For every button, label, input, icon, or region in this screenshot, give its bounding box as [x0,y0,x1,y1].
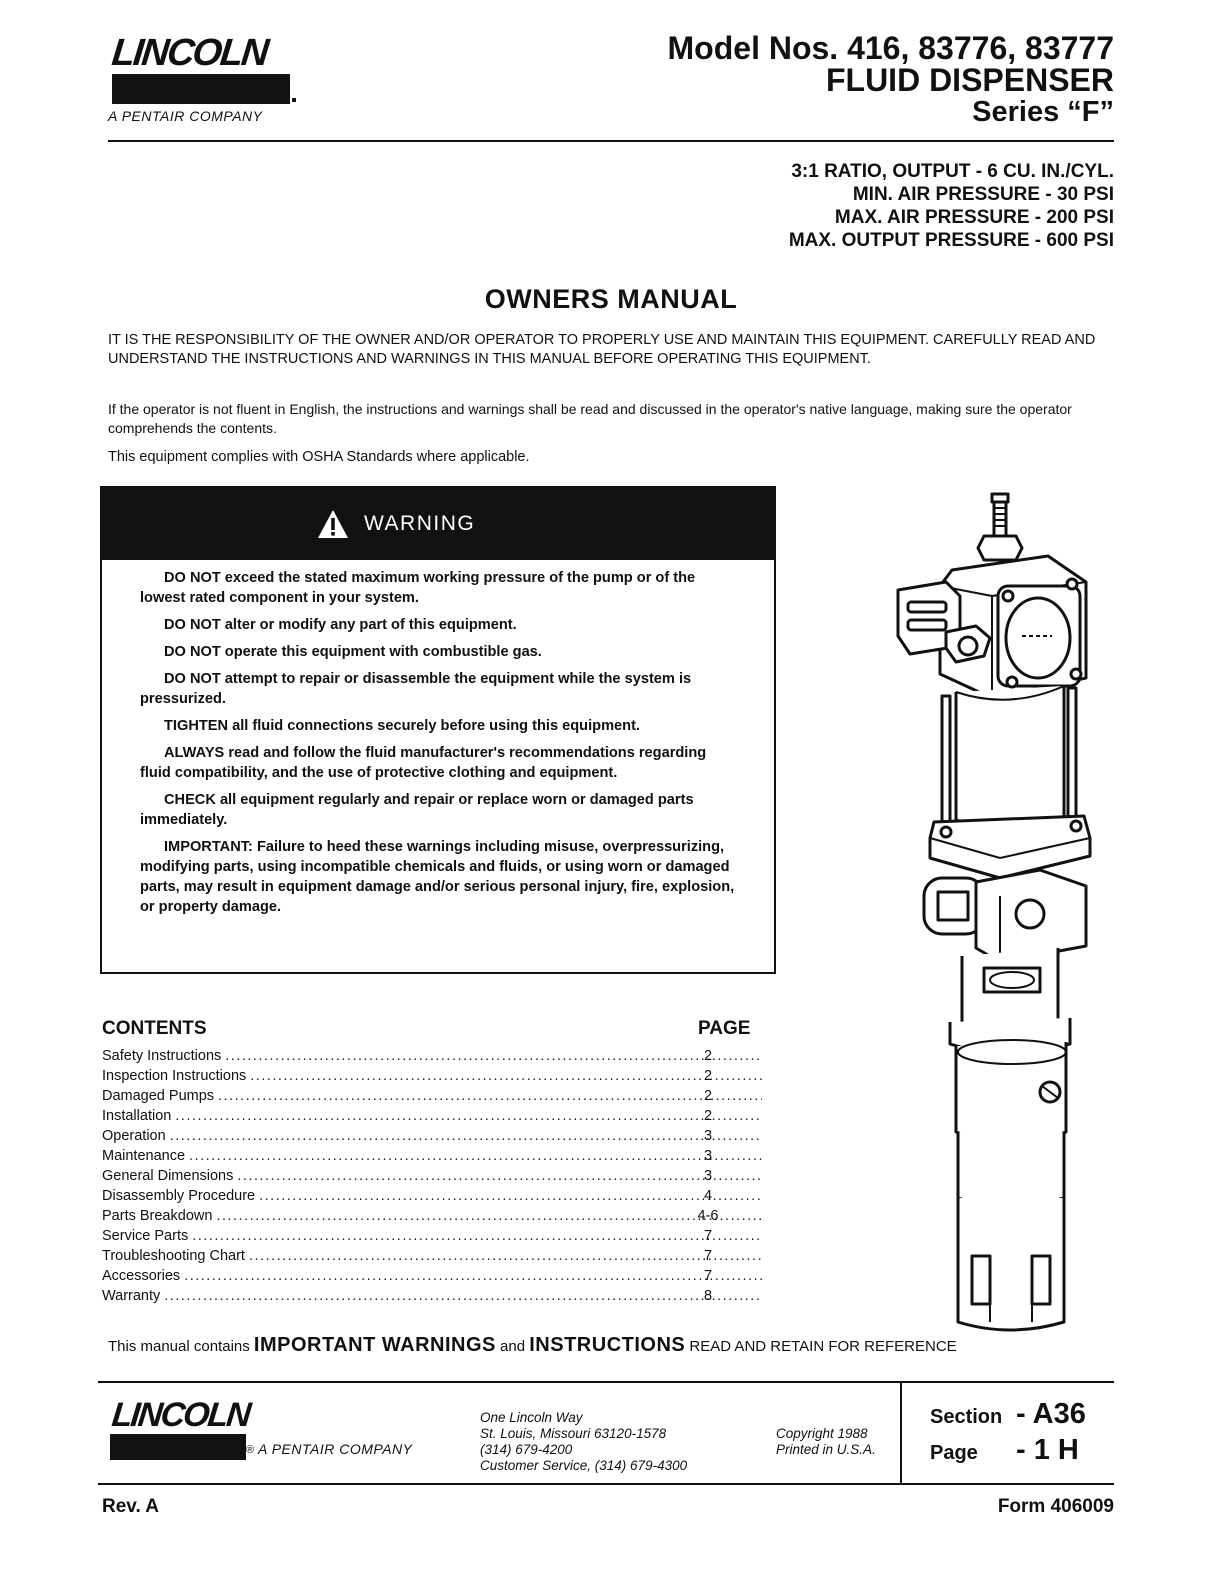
list-item [102,1186,762,1206]
header-logo-text: LINCOLN [109,32,270,74]
toc-label: Accessories [102,1268,181,1284]
toc-page-number: 3 [703,1128,713,1144]
toc-label: Disassembly Procedure [102,1188,256,1204]
spec-min-air: MIN. AIR PRESSURE - 30 PSI [852,184,1114,205]
list-item [102,1266,762,1286]
toc-label: Warranty [102,1288,161,1304]
list-item [102,1146,762,1166]
warning-title: WARNING [364,512,476,535]
company-address [480,1410,687,1474]
address-line: One Lincoln Way [480,1410,583,1425]
warning-triangle-icon [316,508,350,540]
toc-page-number: 2 [703,1068,713,1084]
page-label: Page [930,1442,978,1464]
toc-page-number: 3 [703,1148,713,1164]
toc-page-number: 2 [703,1108,713,1124]
footer-logo-bar [110,1434,246,1460]
toc-label: General Dimensions [102,1168,234,1184]
warning-item: DO NOT alter or modify any part of this equipment. [164,617,517,633]
responsibility-text: IT IS THE RESPONSIBILITY OF THE OWNER AND/OR OPERATOR TO PROPERLY USE AND MAINTAIN THIS EQUIPMENT. CAREFULLY READ AND UNDERSTAND THE INSTRUCTIONS AND WARNINGS IN THIS MANUAL BEFORE OPERATING THIS EQUIPMENT. [108,332,1096,367]
header-logo-bar [112,74,290,104]
section-label: Section [930,1406,1003,1428]
copyright-line: Printed in U.S.A. [776,1442,876,1457]
toc-label: Troubleshooting Chart [102,1248,245,1264]
notice-suffix: READ AND RETAIN FOR REFERENCE [689,1338,957,1355]
list-item [102,1226,762,1246]
spec-ratio: 3:1 RATIO, OUTPUT - 6 CU. IN./CYL. [791,161,1114,182]
warning-item: IMPORTANT: Failure to heed these warnings including misuse, overpressurizing, modifying parts, using incompatible chemicals and fluids, or using worn or damaged parts, may result in equipment damage and/or serious personal injury, fire, explosion, or property damage. [140,839,735,915]
copyright-block [776,1426,876,1458]
toc-page-number: 4 [703,1188,713,1204]
revision-label: Rev. A [102,1496,160,1517]
list-item [102,1106,762,1126]
toc-leader [192,1226,762,1246]
warning-header [102,488,774,560]
header-logo-dot [292,98,296,102]
osha-text: This equipment complies with OSHA Standards where applicable. [108,449,530,465]
registered-mark: ® [246,1444,255,1456]
header-rule [108,140,1114,142]
contents-heading: CONTENTS [102,1018,207,1039]
toc-page-number: 7 [703,1268,713,1284]
warning-text [140,568,738,924]
list-item [102,1206,762,1226]
model-numbers: Model Nos. 416, 83776, 83777 [667,30,1114,66]
footer-rule [98,1381,1114,1383]
form-number: Form 406009 [997,1496,1114,1517]
list-item [102,1166,762,1186]
manual-heading: OWNERS MANUAL [484,284,738,314]
toc-page-number: 7 [703,1248,713,1264]
warning-item: TIGHTEN all fluid connections securely before using this equipment. [164,718,640,734]
toc-label: Damaged Pumps [102,1088,215,1104]
notice-instructions: INSTRUCTIONS [529,1334,686,1356]
toc-page-number: 8 [703,1288,713,1304]
footer-logo-text: LINCOLN [110,1396,252,1434]
address-line: St. Louis, Missouri 63120-1578 [480,1426,667,1441]
toc-label: Maintenance [102,1148,186,1164]
list-item [102,1286,762,1306]
toc-label: Operation [102,1128,166,1144]
language-text: If the operator is not fluent in English, the instructions and warnings shall be read and discussed in the operator's native language, making sure the operator comprehends the contents. [108,401,1072,436]
toc-page-number: 2 [703,1048,713,1064]
warning-box [100,486,776,974]
address-line: Customer Service, (314) 679-4300 [480,1458,688,1473]
footer-company: A PENTAIR COMPANY [258,1441,413,1457]
list-item [102,1246,762,1266]
header-company: A PENTAIR COMPANY [108,108,263,124]
page-heading: PAGE [698,1018,751,1039]
warning-item: DO NOT operate this equipment with combustible gas. [164,644,542,660]
pump-illustration [880,486,1120,1346]
warning-item: DO NOT attempt to repair or disassemble the equipment while the system is pressurized. [140,671,692,707]
notice-prefix: This manual contains [108,1338,250,1355]
list-item [102,1086,762,1106]
product-title: FLUID DISPENSER [825,62,1114,98]
list-item [102,1066,762,1086]
list-item [102,1126,762,1146]
notice-important: IMPORTANT WARNINGS [253,1334,496,1356]
toc-page-number: 4-6 [697,1208,719,1224]
toc-leader [170,1126,762,1146]
spec-max-output: MAX. OUTPUT PRESSURE - 600 PSI [788,230,1114,251]
warning-item: DO NOT exceed the stated maximum working pressure of the pump or of the lowest rated component in your system. [140,570,696,606]
toc-leader [164,1286,762,1306]
copyright-line: Copyright 1988 [776,1426,868,1441]
spec-max-air: MAX. AIR PRESSURE - 200 PSI [834,207,1114,228]
footer-bottom-rule [98,1483,1114,1485]
toc-leader [184,1266,762,1286]
toc-leader [189,1146,762,1166]
notice-and: and [500,1338,526,1355]
toc-page-number: 2 [703,1088,713,1104]
list-item [102,1046,762,1066]
section-value: - A36 [1016,1398,1086,1430]
spec-list [494,160,1114,252]
warning-item: CHECK all equipment regularly and repair or replace worn or damaged parts immediately. [140,792,694,828]
toc-label: Parts Breakdown [102,1208,213,1224]
page-value: - 1 H [1016,1434,1079,1466]
toc-leader [175,1106,762,1126]
toc-label: Safety Instructions [102,1048,222,1064]
address-line: (314) 679-4200 [480,1442,573,1457]
toc-page-number: 3 [703,1168,713,1184]
contents-list [102,1046,762,1310]
toc-page-number: 7 [703,1228,713,1244]
toc-label: Service Parts [102,1228,189,1244]
warning-item: ALWAYS read and follow the fluid manufacturer's recommendations regarding fluid compatibility, and the use of protective clothing and equipment. [140,745,707,781]
retain-notice [108,1334,1118,1357]
toc-label: Installation [102,1108,172,1124]
footer-divider [900,1381,902,1483]
toc-label: Inspection Instructions [102,1068,247,1084]
series-title: Series “F” [972,96,1114,128]
